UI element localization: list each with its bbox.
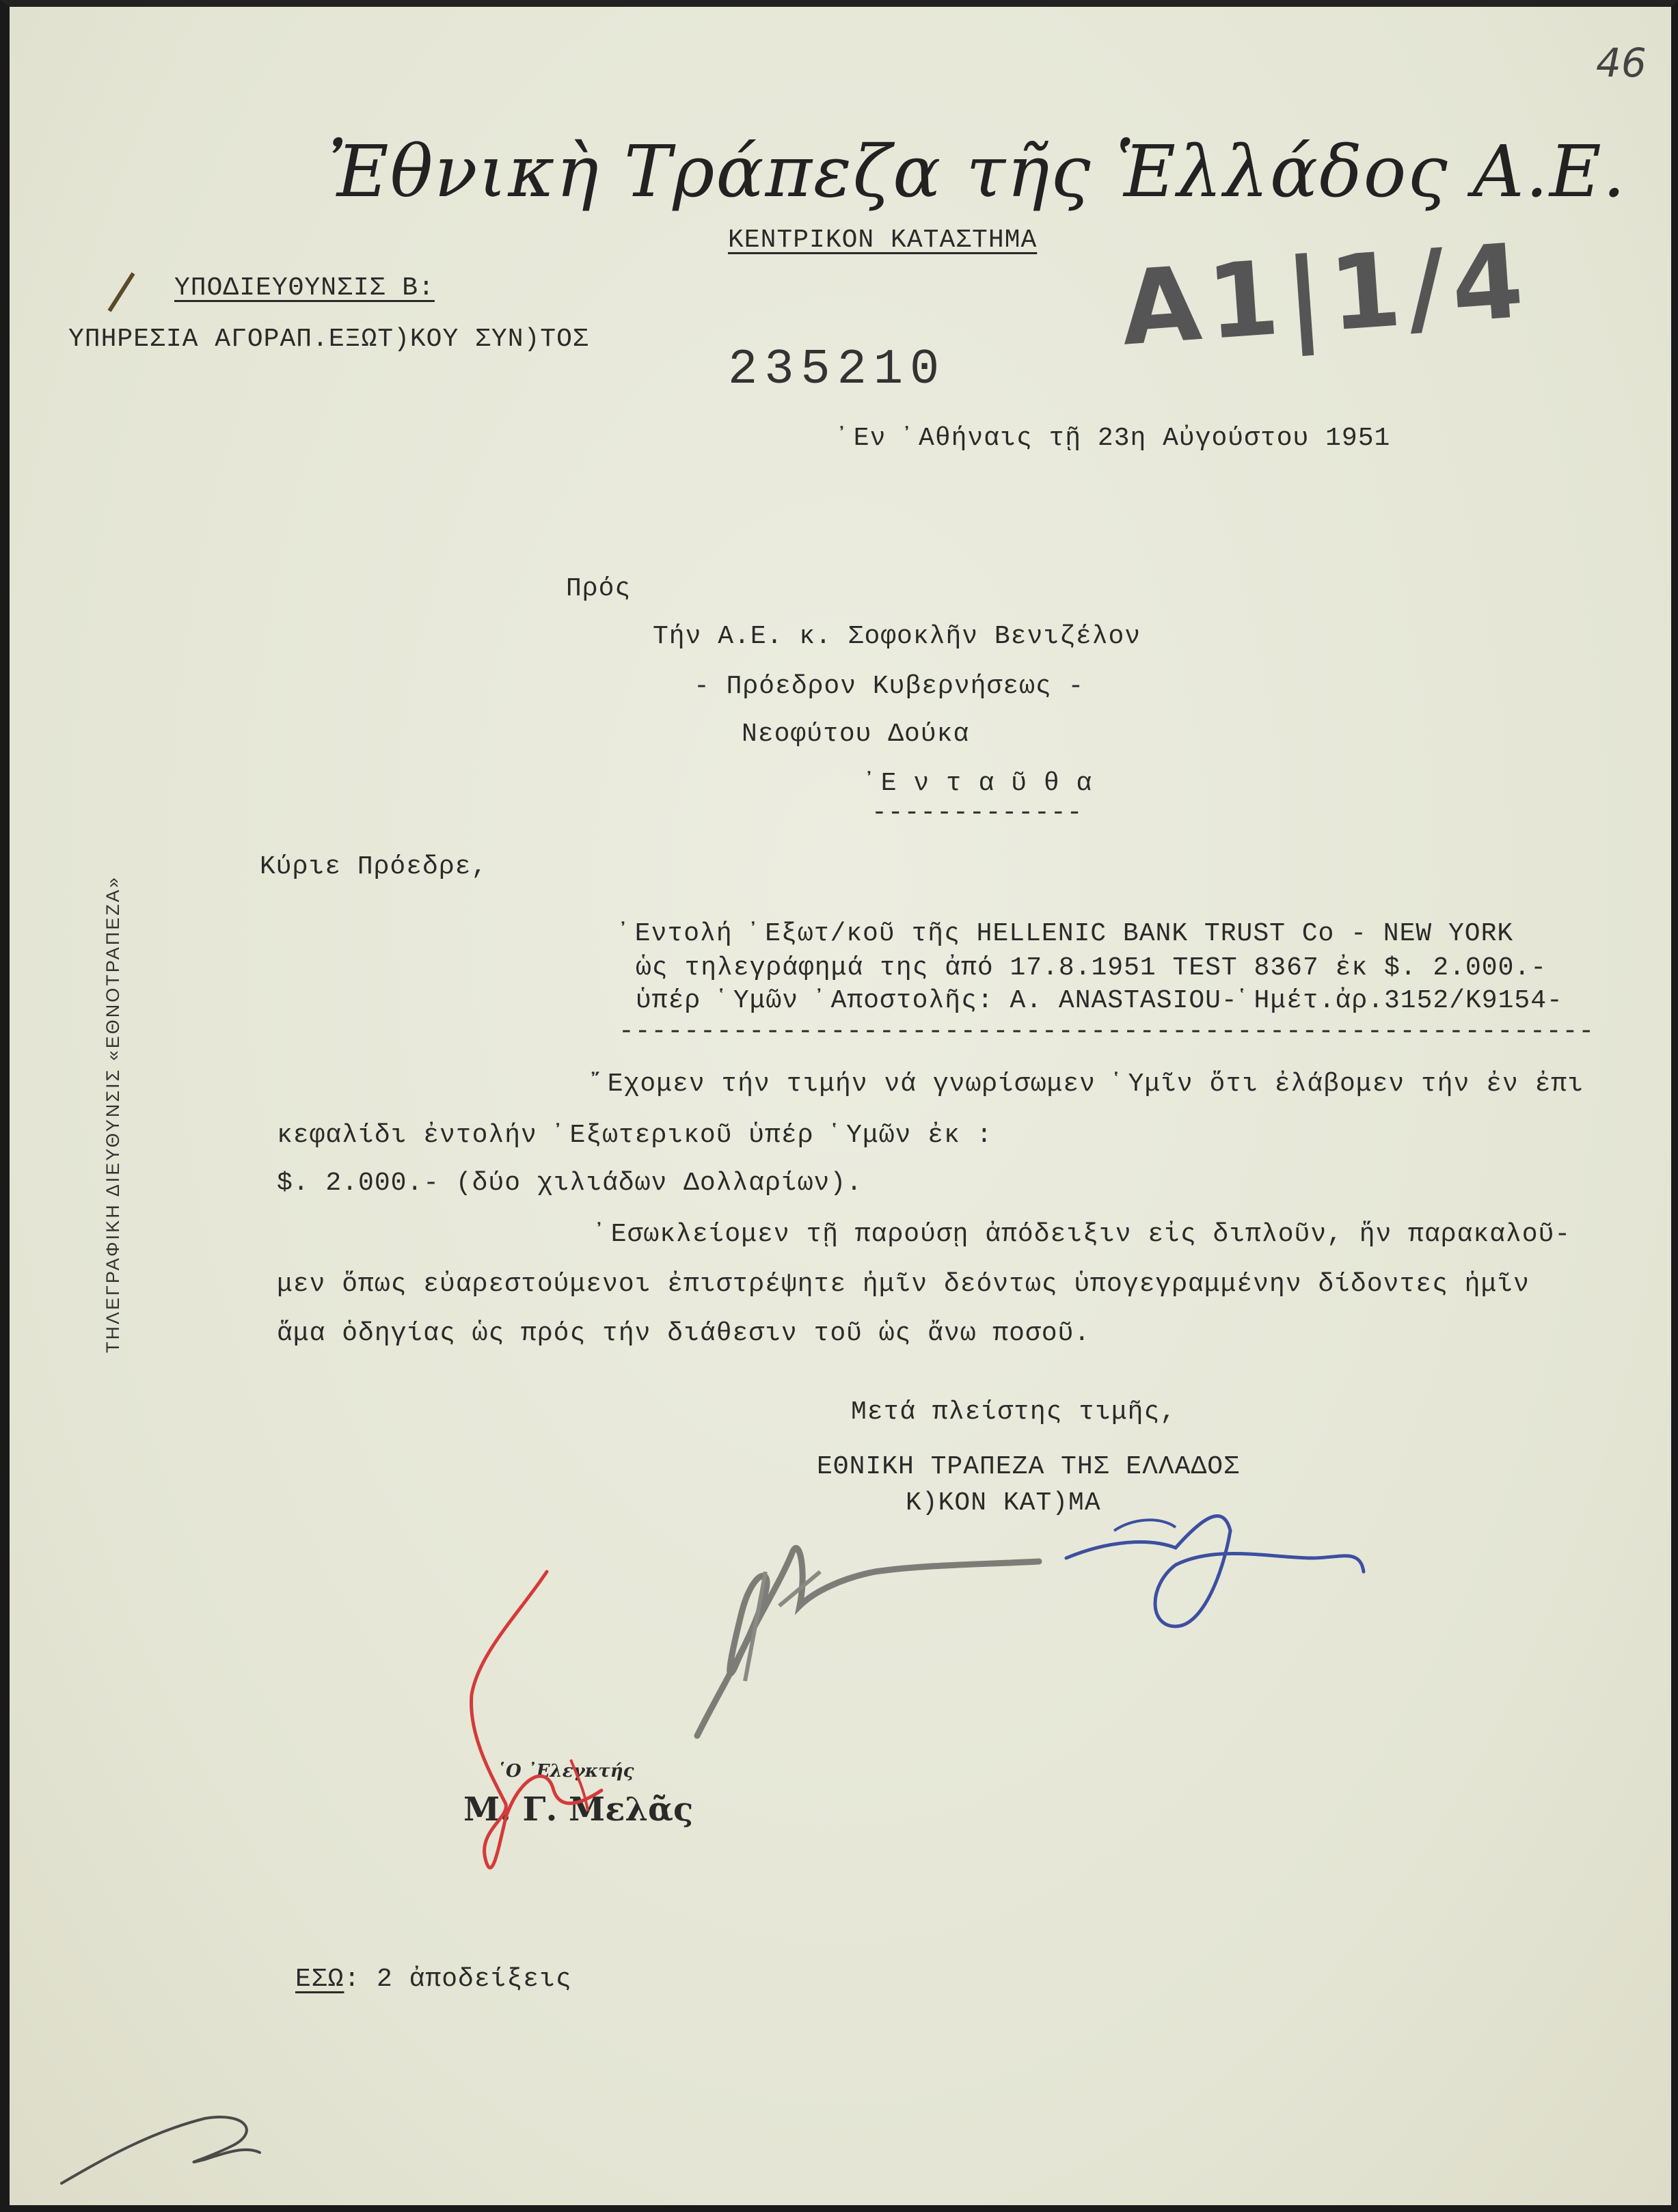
telegraphic-address-margin: ΤΗΛΕΓΡΑΦΙΚΗ ΔΙΕΥΘΥΝΣΙΣ «ΕΘΝΟΤΡΑΠΕΖΑ» [103,875,123,1353]
closing-org: ΕΘΝΙΚΗ ΤΡΑΠΕΖΑ ΤΗΣ ΕΛΛΑΔΟΣ [817,1452,1240,1482]
department-line1: ΥΠΟΔΙΕΥΘΥΝΣΙΣ Β: [174,273,435,303]
body-p2-line1: ᾿Εσωκλείομεν τῇ παρούσῃ ἀπόδειξιν εἰς διπλοῦν, ἥν παρακαλοῦ- [595,1220,1571,1249]
pencil-annotation: Α1|1/4 [1117,221,1534,369]
enclosure-label: ΕΣΩ [295,1965,344,1994]
recipient-city: ᾿Ε ν τ α ῦ θ α [865,769,1093,798]
subject-line1: ᾿Εντολή ᾿Εξωτ/κοῦ τῆς HELLENIC BANK TRUST Co - NEW YORK [619,919,1514,948]
enclosure-text: : 2 ἀποδείξεις [344,1965,572,1994]
branch-name: ΚΕΝΤΡΙΚΟΝ ΚΑΤΑΣΤΗΜΑ [728,226,1038,255]
controller-name: Μ. Γ. Μελᾶς [463,1790,694,1829]
body-p1-line1: ῎Εχομεν τήν τιμήν νά γνωρίσωμεν ῾Υμῖν ὅτι ἐλάβομεν τήν ἐν ἐπι [591,1069,1584,1099]
bottom-scribble [62,2117,260,2183]
body-p1-line2: κεφαλίδι ἐντολήν ᾿Εξωτερικοῦ ὑπέρ ῾Υμῶν ἐκ : [277,1121,993,1150]
controller-role: ῾Ο ᾿Ελεγκτής [497,1761,634,1781]
red-ink-signature [472,1572,601,1868]
department-line2: ΥΠΗΡΕΣΙΑ ΑΓΟΡΑΠ.ΕΞΩΤ)ΚΟΥ ΣΥΝ)ΤΟΣ [68,325,589,354]
page-number: 46 [1596,40,1647,86]
closing-regards: Μετά πλείστης τιμῆς, [851,1397,1177,1427]
subject-line3: ὑπέρ ῾Υμῶν ᾿Αποστολῆς: Α. ANASTASIOU-῾Ημέτ.ἀρ.3152/Κ9154- [636,986,1563,1015]
closing-unit: Κ)ΚΟΝ ΚΑΤ)ΜΑ [906,1488,1101,1518]
salutation: Κύριε Πρόεδρε, [260,852,488,882]
subject-rule: ------------------------------------------------------------ [619,1017,1595,1046]
blue-ink-signature [1066,1516,1364,1626]
subject-line2: ὡς τηλεγράφημά της ἀπό 17.8.1951 TEST 8367 ἐκ $. 2.000.- [636,953,1547,983]
bank-name-letterhead: Ἐθνικὴ Τράπεζα τῆς Ἑλλάδος Α.Ε. [328,130,1627,213]
recipient-to: Πρός [566,574,632,603]
recipient-name: Τήν Α.Ε. κ. Σοφοκλῆν Βενιζέλον [653,622,1141,651]
pencil-signature [697,1548,1039,1736]
body-p1-line3: $. 2.000.- (δύο χιλιάδων Δολλαρίων). [277,1169,863,1198]
recipient-title: - Πρόεδρον Κυβερνήσεως - [694,672,1085,701]
date-line: ᾿Εν ᾿Αθήναις τῇ 23η Αὐγούστου 1951 [837,424,1391,453]
body-p2-line3: ἅμα ὁδηγίας ὡς πρός τήν διάθεσιν τοῦ ὡς ἄνω ποσοῦ. [277,1319,1091,1348]
recipient-street: Νεοφύτου Δούκα [742,720,970,749]
body-p2-line2: μεν ὅπως εὐαρεστούμενοι ἐπιστρέψητε ἡμῖν δεόντως ὑπογεγραμμένην δίδοντες ἡμῖν [277,1270,1530,1299]
serial-number: 235210 [728,342,947,398]
recipient-city-rule: ------------- [871,798,1083,828]
pencil-slash-mark [109,273,133,311]
